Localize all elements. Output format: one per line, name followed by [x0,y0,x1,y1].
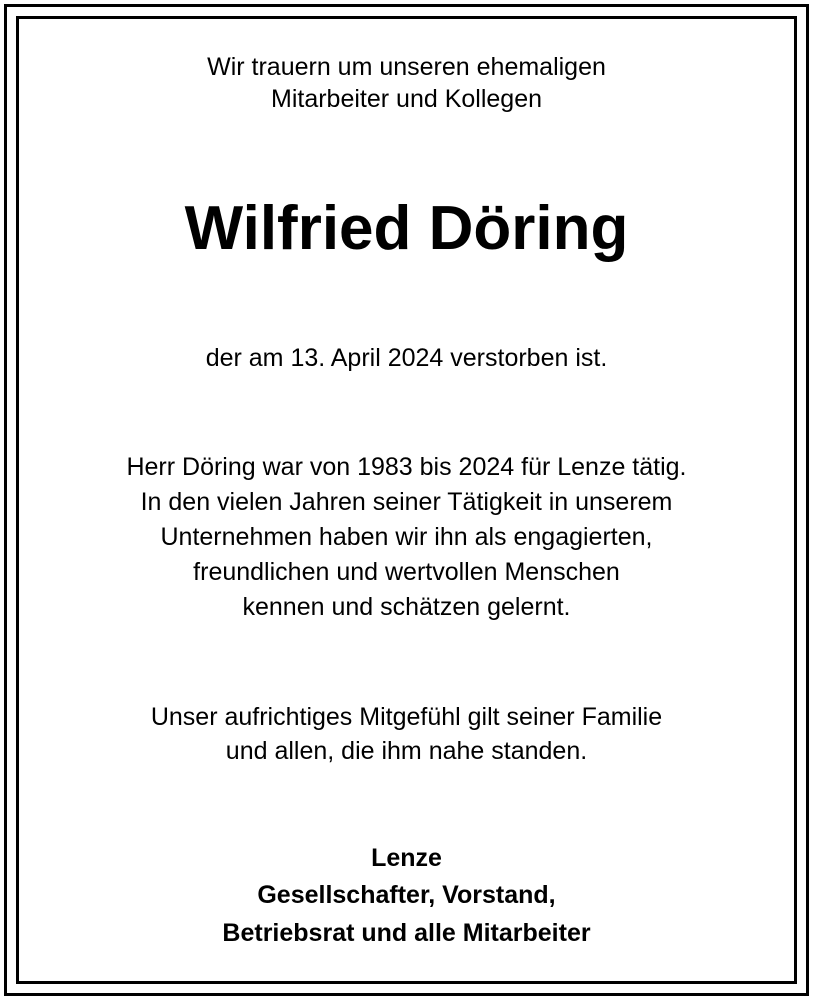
condolence-line-2: und allen, die ihm nahe standen. [225,737,588,765]
signature-line-3: Betriebsrat und alle Mitarbeiter [222,919,591,947]
death-date-line: der am 13. April 2024 verstorben ist. [205,344,608,372]
condolence-line-1: Unser aufrichtiges Mitgefühl gilt seiner Familie [150,703,663,731]
obituary-notice [19,19,794,981]
intro-line-1: Wir trauern um unseren ehemaligen [207,53,606,81]
tribute-line-1: Herr Döring war von 1983 bis 2024 für Lenze tätig. [126,453,687,481]
intro-line-2: Mitarbeiter und Kollegen [271,85,542,113]
signature-line-2: Gesellschafter, Vorstand, [257,881,556,909]
tribute-line-4: freundlichen und wertvollen Menschen [193,558,620,586]
tribute-line-2: In den vielen Jahren seiner Tätigkeit in unserem [140,488,673,516]
deceased-name: Wilfried Döring [184,194,629,263]
tribute-line-5: kennen und schätzen gelernt. [242,593,571,621]
signature-company: Lenze [371,844,442,872]
tribute-line-3: Unternehmen haben wir ihn als engagierten, [160,523,653,551]
